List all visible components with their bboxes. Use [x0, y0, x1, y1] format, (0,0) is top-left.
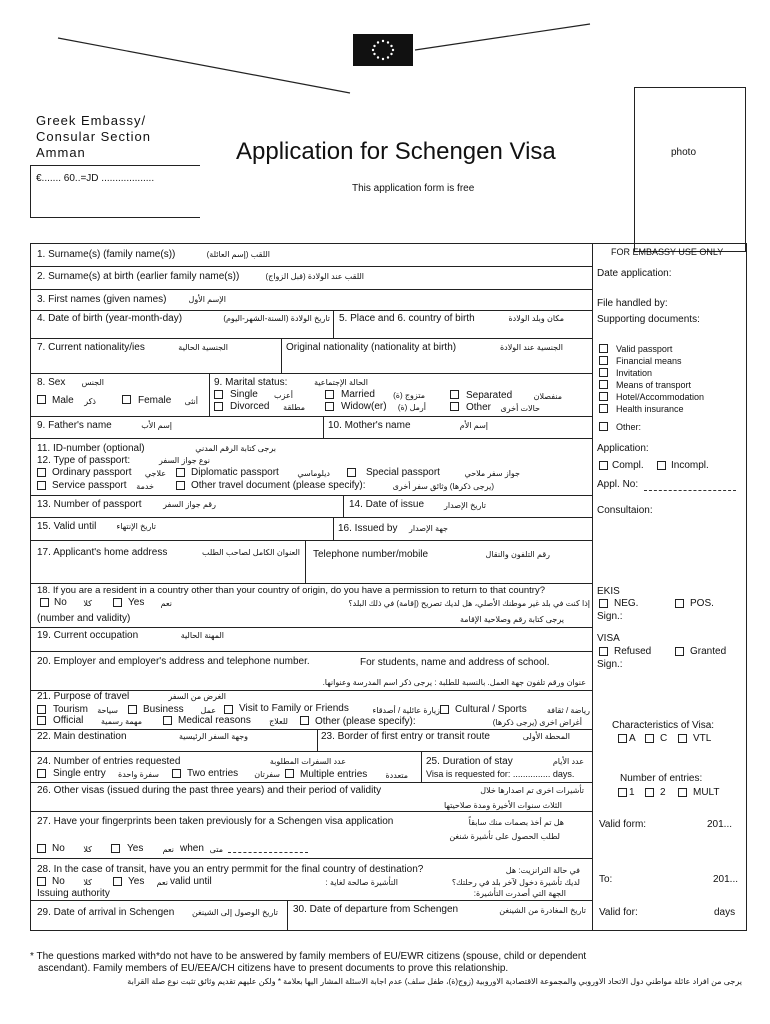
embassy-line3: Amman: [36, 145, 86, 160]
other-purpose-label: Other (please specify):: [315, 716, 416, 727]
fee-box-bottom: [30, 217, 200, 218]
embassy-visa: VISA: [597, 633, 620, 644]
transit-issuing-label: Issuing authority: [37, 888, 110, 899]
separated-ar: منفصلان: [533, 392, 562, 401]
field-sex-ar: الجنس: [81, 378, 104, 387]
diplomatic-passport-label: Diplomatic passport: [191, 467, 279, 478]
female-checkbox[interactable]: [122, 395, 131, 404]
doc-label-hotel: Hotel/Accommodation: [616, 392, 705, 402]
tourism-label: Tourism: [53, 704, 89, 715]
col-split: [281, 338, 282, 373]
col-split: [305, 540, 306, 583]
entries-2-label: 2: [660, 787, 666, 798]
single-entry-checkbox[interactable]: [37, 769, 46, 778]
embassy-date-application: Date application:: [597, 268, 672, 279]
field-surname-label: 1. Surname(s) (family name(s)): [37, 249, 176, 260]
residence-yes-ar: نعم: [160, 599, 172, 608]
pos-label: POS.: [690, 598, 714, 609]
field-departure-label: 30. Date of departure from Schengen: [293, 904, 459, 915]
entries-1-label: 1: [629, 787, 635, 798]
service-passport-ar: خدمة: [136, 482, 154, 491]
field-purpose-ar: الغرض من السفر: [168, 692, 226, 701]
other-travel-ar: (يرجى ذكرها) وثائق سفر أخرى: [392, 482, 494, 491]
visa-type-vtl-checkbox[interactable]: [678, 734, 687, 743]
multiple-entries-ar: متعددة: [385, 771, 408, 780]
field-home-address-ar: العنوان الكامل لصاحب الطلب: [201, 548, 300, 557]
field-other-visas-ar2: الثلاث سنوات الأخيرة ومدة صلاحيتها: [443, 801, 562, 810]
transit-valid-until-label: valid until: [170, 876, 212, 887]
field-entries-label: 24. Number of entries requested: [37, 756, 181, 767]
field-issue-date-ar: تاريخ الإصدار: [443, 501, 486, 510]
field-arrival-ar: تاريخ الوصول إلى الشينغن: [191, 908, 278, 917]
official-checkbox[interactable]: [37, 716, 46, 725]
divorced-ar: مطلقة: [283, 403, 305, 412]
business-checkbox[interactable]: [128, 705, 137, 714]
embassy-supporting-docs: Supporting documents:: [597, 314, 700, 325]
row-line: [30, 373, 592, 374]
transit-yes-ar: نعم: [156, 878, 168, 887]
residence-number-ar: يرجى كتابة رقم وصلاحية الإقامة: [459, 615, 564, 624]
embassy-use-title: FOR EMBASSY USE ONLY: [611, 247, 724, 257]
single-entry-label: Single entry: [53, 768, 106, 779]
field-dob-ar: تاريخ الولادة (السنة-الشهر-اليوم): [223, 314, 330, 323]
field-father-ar: إسم الأب: [141, 421, 172, 430]
entries-mult-checkbox[interactable]: [678, 788, 687, 797]
widow-label: Widow(er): [341, 401, 387, 412]
field-entries-ar: عدد السفرات المطلوبة: [269, 757, 346, 766]
field-surname-birth-ar: اللقب عند الولادة (قبل الزواج): [265, 272, 364, 281]
row-line: [30, 310, 592, 311]
field-original-nationality-ar: الجنسية عند الولادة: [499, 343, 563, 352]
cultural-label: Cultural / Sports: [455, 704, 527, 715]
residence-yes-label: Yes: [128, 597, 145, 608]
row-line: [30, 540, 592, 541]
compl-label: Compl.: [612, 460, 644, 471]
embassy-ekis: EKIS: [597, 586, 620, 597]
embassy-application: Application:: [597, 443, 649, 454]
eu-stars-icon: [353, 34, 413, 66]
embassy-column-divider: [592, 243, 593, 931]
refused-label: Refused: [614, 646, 652, 657]
row-line: [30, 338, 592, 339]
field-fingerprints-label: 27. Have your fingerprints been taken previously for a Schengen visa application: [37, 816, 394, 827]
male-checkbox[interactable]: [37, 395, 46, 404]
tourism-ar: سياحة: [97, 706, 118, 715]
field-surname-ar: اللقب (إسم العائلة): [206, 250, 270, 259]
field-valid-until-label: 15. Valid until: [37, 521, 97, 532]
transit-no-label: No: [52, 876, 65, 887]
field-father-label: 9. Father's name: [37, 420, 112, 431]
field-visa-days-label: Visa is requested for: ............... days.: [426, 769, 575, 779]
fingerprints-yes-label: Yes: [127, 843, 144, 854]
field-issued-by-label: 16. Issued by: [338, 523, 398, 534]
field-surname-birth-label: 2. Surname(s) at birth (earlier family name(s)): [37, 271, 240, 282]
field-border-label: 23. Border of first entry or transit route: [321, 731, 490, 742]
incompl-label: Incompl.: [671, 460, 709, 471]
row-line: [30, 517, 592, 518]
field-transit-ar2: لديك تأشيرة دخول لآخر بلد في رحلتك؟: [451, 878, 580, 887]
visa-type-a-checkbox[interactable]: [618, 734, 627, 743]
residence-no-label: No: [54, 597, 67, 608]
visit-ar: زيارة عائلية / أصدقاء: [372, 706, 440, 715]
doc-label-passport: Valid passport: [616, 344, 673, 354]
embassy-sign-2: Sign.:: [597, 659, 623, 670]
fingerprints-yes-checkbox[interactable]: [111, 844, 120, 853]
field-marital-label: 9. Marital status:: [214, 377, 288, 388]
embassy-line1: Greek Embassy/: [36, 113, 147, 128]
married-ar: متزوج (ة): [393, 391, 425, 400]
cultural-checkbox[interactable]: [440, 705, 449, 714]
field-passport-number-label: 13. Number of passport: [37, 499, 142, 510]
field-home-address-label: 17. Applicant's home address: [37, 547, 168, 558]
service-passport-checkbox[interactable]: [37, 481, 46, 490]
married-checkbox[interactable]: [325, 390, 334, 399]
field-place-birth-ar: مكان وبلد الولادة: [508, 314, 564, 323]
field-issue-date-label: 14. Date of issue: [349, 499, 425, 510]
single-label: Single: [230, 389, 258, 400]
medical-checkbox[interactable]: [163, 716, 172, 725]
field-mother-label: 10. Mother's name: [328, 420, 411, 431]
field-arrival-label: 29. Date of arrival in Schengen: [37, 907, 175, 918]
field-school-label: For students, name and address of school.: [360, 657, 550, 668]
official-ar: مهمة رسمية: [100, 717, 142, 726]
header-swoosh-right: [415, 24, 590, 50]
col-split: [287, 900, 288, 931]
neg-checkbox[interactable]: [599, 599, 608, 608]
fee-box-left: [30, 165, 31, 217]
embassy-days: days: [714, 907, 736, 918]
doc-label-other: Other:: [616, 422, 642, 432]
embassy-appl-no: Appl. No:: [597, 479, 639, 490]
doc-checkbox-hotel[interactable]: [599, 392, 608, 401]
service-passport-label: Service passport: [52, 480, 127, 491]
transit-issuing-ar: الجهة التي أصدرت التأشيرة:: [473, 889, 566, 898]
field-telephone-label: Telephone number/mobile: [313, 549, 429, 560]
refused-checkbox[interactable]: [599, 647, 608, 656]
col-split: [333, 517, 334, 540]
field-border-ar: المحطة الأولى: [522, 732, 570, 741]
fingerprints-no-ar: كلا: [83, 845, 92, 854]
fingerprints-no-label: No: [52, 843, 65, 854]
visa-type-c-label: C: [660, 733, 668, 744]
row-line: [30, 651, 592, 652]
row-line: [30, 858, 592, 859]
col-split: [209, 373, 210, 416]
doc-label-financial: Financial means: [616, 356, 682, 366]
field-employer-ar: عنوان ورقم تلفون جهة العمل. بالنسبة للطلبة : يرجى ذكر اسم المدرسة وعنوانها.: [322, 678, 586, 687]
divorced-label: Divorced: [230, 401, 270, 412]
col-split: [333, 310, 334, 338]
photo-box[interactable]: [634, 87, 746, 252]
fee-line: €....... 60..=JD ...................: [36, 173, 155, 184]
field-valid-until-ar: تاريخ الإنتهاء: [116, 522, 156, 531]
female-label: Female: [138, 395, 172, 406]
visit-label: Visit to Family or Friends: [239, 703, 349, 714]
field-place-birth-label: 5. Place and 6. country of birth: [339, 313, 475, 324]
entries-1-checkbox[interactable]: [618, 788, 627, 797]
field-duration-label: 25. Duration of stay: [426, 756, 513, 767]
entries-mult-label: MULT: [693, 787, 720, 798]
ordinary-passport-checkbox[interactable]: [37, 468, 46, 477]
field-dob-label: 4. Date of birth (year-month-day): [37, 313, 183, 324]
embassy-year-1: 201...: [707, 819, 733, 830]
separated-label: Separated: [466, 390, 513, 401]
single-entry-ar: سفرة واحدة: [118, 770, 159, 779]
footer-note-line2: ascendant). Family members of EU/EEA/CH citizens have to present documents to prove this relationship.: [38, 963, 509, 974]
field-telephone-ar: رقم التلفون والنقال: [485, 550, 550, 559]
field-duration-ar: عدد الأيام: [552, 757, 584, 766]
other-travel-label: Other travel document (please specify):: [191, 480, 366, 491]
doc-checkbox-health[interactable]: [599, 404, 608, 413]
fingerprints-no-checkbox[interactable]: [37, 844, 46, 853]
row-line: [30, 416, 592, 417]
field-passport-number-ar: رقم جواز السفر: [163, 500, 216, 509]
doc-checkbox-transport[interactable]: [599, 380, 608, 389]
photo-label: photo: [671, 147, 697, 158]
embassy-line2: Consular Section: [36, 129, 151, 144]
other-marital-label: Other: [466, 402, 492, 413]
visit-checkbox[interactable]: [224, 705, 233, 714]
appl-no-input[interactable]: [644, 490, 736, 491]
field-original-nationality-label: Original nationality (nationality at birth): [286, 342, 457, 353]
embassy-number-entries: Number of entries:: [620, 773, 703, 784]
male-ar: ذكر: [84, 397, 96, 406]
doc-label-health: Health insurance: [616, 404, 684, 414]
field-main-destination-label: 22. Main destination: [37, 731, 127, 742]
field-issued-by-ar: جهة الإصدار: [408, 524, 448, 533]
embassy-characteristics: Characteristics of Visa:: [612, 720, 715, 731]
col-split: [421, 751, 422, 782]
granted-checkbox[interactable]: [675, 647, 684, 656]
tourism-checkbox[interactable]: [37, 705, 46, 714]
page-title: Application for Schengen Visa: [236, 138, 556, 165]
field-purpose-label: 21. Purpose of travel: [37, 691, 130, 702]
separated-checkbox[interactable]: [450, 390, 459, 399]
field-mother-ar: إسم الأم: [459, 421, 488, 430]
official-label: Official: [53, 715, 84, 726]
field-passport-type-label: 12. Type of passport:: [37, 455, 131, 466]
row-line: [30, 438, 592, 439]
transit-valid-until-ar: التأشيرة صالحة لغاية :: [325, 878, 398, 887]
compl-checkbox[interactable]: [599, 461, 608, 470]
eu-flag-icon: [353, 34, 413, 66]
medical-label: Medical reasons: [178, 715, 251, 726]
multiple-entries-checkbox[interactable]: [285, 769, 294, 778]
medical-ar: للعلاج: [269, 717, 288, 726]
embassy-valid-for: Valid for:: [599, 907, 638, 918]
field-marital-ar: الحالة الإجتماعية: [314, 378, 368, 387]
other-purpose-checkbox[interactable]: [300, 716, 309, 725]
diplomatic-passport-ar: ديلوماسي: [297, 469, 330, 478]
divorced-checkbox[interactable]: [214, 402, 223, 411]
row-line: [30, 266, 592, 267]
business-ar: عمل: [200, 706, 216, 715]
field-departure-ar: تاريخ المغادرة من الشينغن: [499, 906, 586, 915]
business-label: Business: [143, 704, 184, 715]
field-residence-ar: إذا كنت في بلد غير موطنك الأصلي، هل لديك تصريح (إقامة) في ذلك البلد؟: [348, 599, 590, 608]
row-line: [30, 729, 592, 730]
multiple-entries-label: Multiple entries: [300, 769, 368, 780]
field-first-names-ar: الإسم الأول: [188, 295, 226, 304]
row-line: [30, 782, 592, 783]
transit-no-ar: كلا: [83, 878, 92, 887]
field-occupation-label: 19. Current occupation: [37, 630, 139, 641]
embassy-year-2: 201...: [713, 874, 739, 885]
male-label: Male: [52, 395, 74, 406]
single-ar: أعزب: [274, 391, 293, 400]
transit-no-checkbox[interactable]: [37, 877, 46, 886]
granted-label: Granted: [690, 646, 727, 657]
incompl-checkbox[interactable]: [657, 461, 666, 470]
transit-yes-label: Yes: [128, 876, 145, 887]
col-split: [317, 729, 318, 751]
page-subtitle: This application form is free: [352, 183, 475, 194]
other-travel-checkbox[interactable]: [176, 481, 185, 490]
col-split: [343, 495, 344, 517]
field-fingerprints-ar2: لطلب الحصول على تأشيرة شنغن: [449, 832, 560, 841]
doc-label-transport: Means of transport: [616, 380, 692, 390]
transit-yes-checkbox[interactable]: [113, 877, 122, 886]
field-main-destination-ar: وجهة السفر الرئيسية: [178, 732, 248, 741]
field-nationality-ar: الجنسية الحالية: [178, 343, 228, 352]
fingerprints-when-label: when: [180, 843, 204, 854]
footer-note-line1: * The questions marked with*do not have to be answered by family members of EU/EWR citizens (spouse, child or dependent: [30, 951, 587, 962]
neg-label: NEG.: [614, 598, 639, 609]
other-marital-ar: حالات أخرى: [500, 404, 540, 413]
field-nationality-label: 7. Current nationality/ies: [37, 342, 145, 353]
ordinary-passport-ar: علاجي: [144, 469, 166, 478]
doc-checkbox-passport[interactable]: [599, 344, 608, 353]
footer-note-arabic: يرجى من افراد عائلة مواطني دول الاتحاد الاوروبي والمجموعة الاقتصادية الاوروبية (زوج(ة)، طفل سلف) عدم اجابة الاسئلة المشار اليها بعلامة * ولكن عليهم تقديم وثائق تثبت نوع صلة القرابة: [127, 977, 742, 986]
header-swoosh-left: [58, 38, 350, 93]
field-id-label: 11. ID-number (optional): [37, 443, 145, 454]
cultural-ar: رياضة / ثقافة: [546, 706, 590, 715]
doc-checkbox-invitation[interactable]: [599, 368, 608, 377]
field-transit-label: 28. In the case of transit, have you an entry permmit for the final country of destination?: [37, 864, 424, 875]
embassy-file-handled: File handled by:: [597, 298, 668, 309]
row-line: [30, 627, 592, 628]
entries-2-checkbox[interactable]: [645, 788, 654, 797]
residence-no-checkbox[interactable]: [40, 598, 49, 607]
two-entries-checkbox[interactable]: [172, 769, 181, 778]
field-occupation-ar: المهنة الحالية: [180, 631, 224, 640]
field-first-names-label: 3. First names (given names): [37, 294, 167, 305]
doc-checkbox-other[interactable]: [599, 422, 608, 431]
field-fingerprints-ar: هل تم أخذ بصمات منك سابقاً: [468, 818, 564, 827]
row-line: [30, 583, 592, 584]
row-line: [30, 751, 592, 752]
residence-no-ar: كلا: [83, 599, 92, 608]
field-other-visas-label: 26. Other visas (issued during the past three years) and their period of validity: [37, 785, 382, 796]
diplomatic-passport-checkbox[interactable]: [176, 468, 185, 477]
fingerprints-yes-ar: نعم: [162, 845, 174, 854]
field-sex-label: 8. Sex: [37, 377, 66, 388]
row-line: [30, 811, 592, 812]
doc-checkbox-financial[interactable]: [599, 356, 608, 365]
residence-number-label: (number and validity): [37, 613, 131, 624]
special-passport-label: Special passport: [366, 467, 440, 478]
field-employer-label: 20. Employer and employer's address and telephone number.: [37, 656, 310, 667]
field-transit-ar: في حالة الترانزيت: هل: [505, 866, 580, 875]
single-checkbox[interactable]: [214, 390, 223, 399]
field-residence-label: 18. If you are a resident in a country other than your country of origin, do you have a permission to return to that country?: [37, 585, 546, 596]
fingerprints-when-ar: متى: [209, 845, 223, 854]
row-line: [30, 900, 592, 901]
special-passport-ar: جواز سفر ملاحي: [464, 469, 520, 478]
two-entries-label: Two entries: [187, 768, 239, 779]
pos-checkbox[interactable]: [675, 599, 684, 608]
embassy-valid-form: Valid form:: [599, 819, 647, 830]
doc-label-invitation: Invitation: [616, 368, 653, 378]
field-passport-type-ar: نوع جواز السفر: [159, 456, 210, 465]
residence-yes-checkbox[interactable]: [113, 598, 122, 607]
visa-type-c-checkbox[interactable]: [645, 734, 654, 743]
married-label: Married: [341, 389, 375, 400]
visa-type-vtl-label: VTL: [693, 733, 712, 744]
widow-ar: أرمل (ة): [397, 403, 426, 412]
row-line: [30, 289, 592, 290]
embassy-sign-1: Sign.:: [597, 611, 623, 622]
other-marital-checkbox[interactable]: [450, 402, 459, 411]
embassy-consultation: Consultaion:: [597, 505, 653, 516]
field-id-ar: برجى كتابة الرقم المدني: [195, 444, 276, 453]
visa-type-a-label: A: [629, 733, 636, 744]
special-passport-checkbox[interactable]: [347, 468, 356, 477]
female-ar: أنثى: [184, 397, 198, 406]
row-line: [30, 495, 592, 496]
col-split: [323, 416, 324, 438]
other-purpose-ar: أغراض اخرى (يرجى ذكرها): [492, 718, 582, 727]
field-other-visas-ar: تأشيرات اخرى تم اصدارها خلال: [480, 786, 584, 795]
embassy-to: To:: [599, 874, 613, 885]
fingerprints-when-input[interactable]: [228, 852, 308, 853]
ordinary-passport-label: Ordinary passport: [52, 467, 132, 478]
fee-box-top: [30, 165, 200, 166]
widow-checkbox[interactable]: [325, 402, 334, 411]
two-entries-ar: سفرتان: [254, 770, 280, 779]
